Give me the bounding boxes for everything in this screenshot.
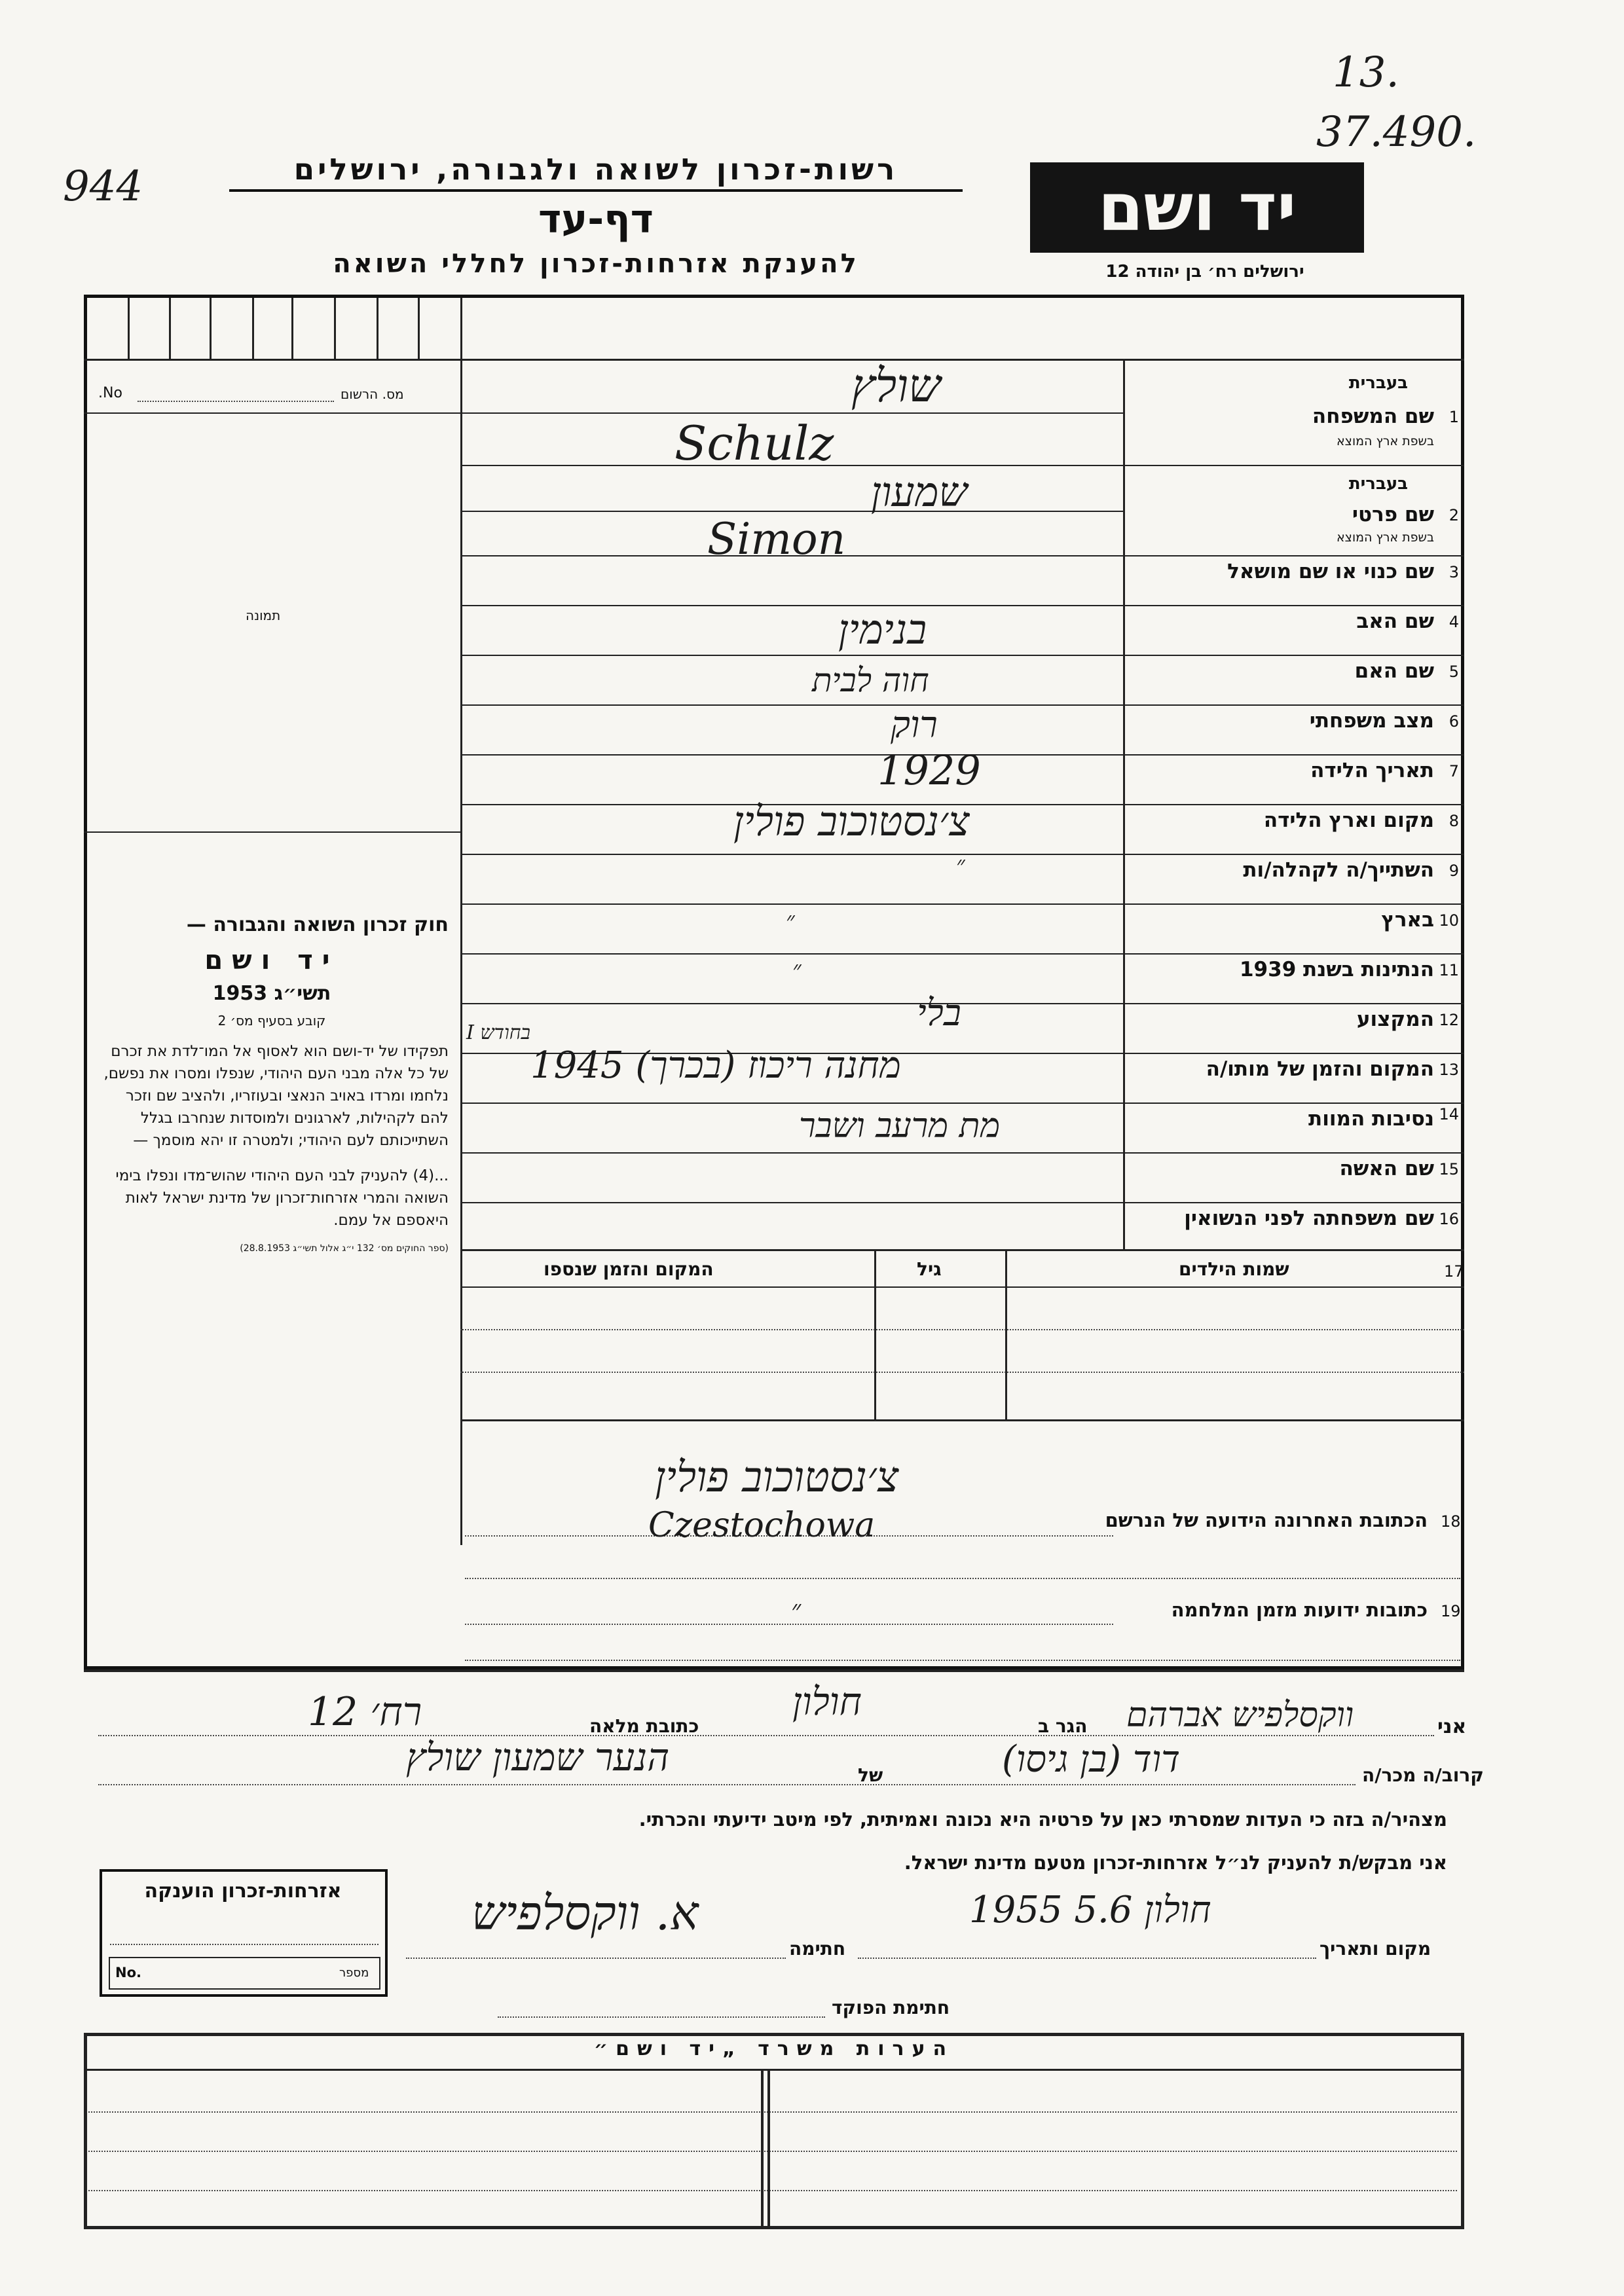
- field-6-label: מצב משפחתי: [1309, 709, 1434, 733]
- law-clause: קובע בסעיף מס׳ 2: [217, 1013, 326, 1029]
- field-12-label: המקצוע: [1356, 1008, 1434, 1031]
- field-8-label: מקום וארץ הלידה: [1263, 809, 1434, 832]
- decl-address-value: רח׳ 12: [308, 1689, 422, 1735]
- law-gazette: (ספר החוקים מס׳ 132 י״ג אלול תשי״ג 28.8.1953): [240, 1243, 449, 1254]
- field-10-num: 10: [1439, 911, 1459, 930]
- decl-resident-value: חולון: [792, 1679, 862, 1724]
- grant-number-label: מספר: [339, 1966, 369, 1980]
- children-col-age: גיל: [917, 1258, 942, 1280]
- field-2-label: שם פרטי: [1352, 503, 1434, 526]
- decl-address-label: כתובת מלאה: [589, 1715, 699, 1737]
- grant-box: [100, 1869, 388, 1997]
- decl-of-value: הנער שמעון שולץ: [406, 1735, 670, 1779]
- value-citizenship: ״: [792, 957, 802, 983]
- value-last-address-origin: Czestochowa: [648, 1506, 876, 1545]
- field-7-num: 7: [1449, 762, 1459, 780]
- decl-signature-label: חתימה: [789, 1938, 846, 1959]
- field-13-label: המקום והזמן של מותו/ה: [1206, 1057, 1434, 1081]
- value-death-circumstances: מת מרעב ושבר: [799, 1106, 1001, 1146]
- decl-place-date-value: חולון 5.6 1955: [969, 1889, 1211, 1931]
- file-number-top: 13.: [1333, 48, 1399, 97]
- file-number-right: 37.490.: [1316, 108, 1477, 156]
- law-year: תשי״ג 1953: [212, 982, 331, 1005]
- value-profession: בלי: [917, 992, 961, 1034]
- authority-title: רשות-זכרון לשואה ולגבורה, ירושלים: [229, 152, 963, 192]
- value-country: ״: [786, 907, 795, 934]
- law-name: יד ושם: [204, 945, 339, 975]
- registration-label: מס. הרשום: [341, 386, 404, 402]
- field-2-sub-hebrew: בעברית: [1348, 474, 1408, 494]
- field-3-label: שם כנוי או שם מושאל: [1227, 560, 1434, 583]
- field-13-num: 13: [1439, 1061, 1459, 1079]
- decl-place-date-label: מקום ותאריך: [1320, 1938, 1431, 1959]
- field-2-sub-origin: בשפת ארץ המוצא: [1336, 530, 1434, 545]
- photo-label: תמונה: [246, 608, 281, 623]
- value-mother-name: חוה לבית: [812, 661, 929, 699]
- grant-no-label: No.: [115, 1965, 141, 1980]
- office-remarks-title: הערות משרד „יד ושם״: [593, 2037, 955, 2060]
- children-col-place: המקום והזמן שנספו: [544, 1258, 714, 1280]
- field-9-num: 9: [1449, 862, 1459, 880]
- children-col-names: שמות הילדים: [1179, 1258, 1289, 1280]
- address-line: ירושלים רח׳ בן יהודה 12: [1105, 262, 1304, 282]
- field-4-label: שם האב: [1356, 610, 1434, 633]
- field-15-label: שם האשה: [1339, 1157, 1434, 1180]
- field-1-label: שם המשפחה: [1312, 405, 1434, 428]
- decl-ani-label: אני: [1437, 1715, 1467, 1738]
- field-8-num: 8: [1449, 812, 1459, 830]
- value-wartime-address: ״: [791, 1595, 802, 1625]
- law-paragraph-2: ...(4) להעניק לבני העם היהודי שהוש־מדו ונפלו בימי השואה והמרי אזרחות־זכרון של מדינת ישראל לאות היאספם אל עמם.: [115, 1167, 449, 1229]
- field-16-num: 16: [1439, 1210, 1459, 1228]
- children-num: 17: [1444, 1262, 1464, 1281]
- field-9-label: השתייך/ה לקהלה/ות: [1243, 858, 1434, 882]
- decl-official-signature-label: חתימת הפוקד: [832, 1997, 950, 2018]
- grant-number-field: [109, 1957, 380, 1990]
- value-surname-origin: Schulz: [674, 416, 834, 471]
- grant-box-title: אזרחות-זכרון הוענקה: [144, 1880, 342, 1903]
- value-community: ״: [956, 852, 965, 879]
- value-firstname-hebrew: שמעון: [871, 468, 968, 516]
- value-firstname-origin: Simon: [707, 514, 846, 564]
- field-3-num: 3: [1449, 563, 1459, 581]
- field-18-label: הכתובת האחרונה הידועה של הנרשם: [1105, 1509, 1428, 1531]
- decl-request: אני מבקש/ת להעניק לנ״ל אזרחות-זכרון מטעם מדינת ישראל.: [904, 1851, 1447, 1874]
- field-1-sub-hebrew: בעברית: [1348, 373, 1408, 393]
- law-title: חוק זכרון השואה והגבורה —: [186, 913, 449, 936]
- decl-of-label: של: [858, 1764, 883, 1786]
- field-10-label: בארץ: [1381, 908, 1434, 932]
- value-father-name: בנימין: [838, 606, 927, 653]
- decl-relative-value: דוד (בן גיסו): [1002, 1738, 1181, 1781]
- value-last-address-hebrew: צ׳נסטוכוב פולין: [655, 1453, 899, 1502]
- value-marital-status: רוק: [891, 704, 938, 746]
- field-16-label: שם משפחתה לפני הנשואין: [1184, 1207, 1434, 1230]
- value-surname-hebrew: שולץ: [851, 359, 941, 412]
- value-death-margin-note: בחודש I: [466, 1021, 531, 1044]
- field-7-label: תאריך הלידה: [1310, 759, 1434, 782]
- value-death-place-time: מחנה ריכוז (בכרך) 1945: [530, 1044, 901, 1087]
- field-14-label: נסיבות המוות: [1308, 1107, 1434, 1131]
- decl-signature-value: א. ווקסלפיש: [471, 1886, 699, 1941]
- field-11-num: 11: [1439, 961, 1459, 979]
- value-birth-date: 1929: [877, 746, 981, 794]
- yad-vashem-logo: יד ושם: [1030, 162, 1364, 253]
- decl-resident-label: הגר ב: [1038, 1715, 1088, 1737]
- form-title: דף-עד: [538, 196, 654, 242]
- decl-ani-value: ווקסלפיש אברהם: [1126, 1696, 1354, 1735]
- field-14-num: 14: [1439, 1105, 1459, 1123]
- field-15-num: 15: [1439, 1160, 1459, 1178]
- field-6-num: 6: [1449, 712, 1459, 731]
- field-5-label: שם האם: [1354, 659, 1434, 683]
- form-subtitle: להענקת אזרחות-זכרון לחללי השואה: [333, 249, 859, 279]
- field-12-num: 12: [1439, 1011, 1459, 1029]
- field-19-label: כתובות ידועות מזמן המלחמה: [1171, 1599, 1428, 1621]
- decl-statement: מצהיר/ה בזה כי העדות שמסרתי כאן על פרטיה היא נכונה ואמיתית, לפי מיטב ידיעתי והכרתי.: [638, 1808, 1447, 1831]
- field-19-num: 19: [1441, 1602, 1461, 1620]
- decl-relative-label: קרוב/ה מכר/ה: [1362, 1764, 1484, 1786]
- field-1-sub-origin: בשפת ארץ המוצא: [1336, 434, 1434, 448]
- field-2-num: 2: [1449, 506, 1459, 524]
- file-number-left: 944: [63, 162, 143, 211]
- field-1-num: 1: [1449, 408, 1459, 426]
- law-box: [95, 913, 449, 1254]
- law-paragraph-1: תפקידו של יד-ושם הוא לאסוף אל המו־לדת את זכרם של כל אלה מבני העם היהודי, שנפלו ומסרו את נפשם, נלחמו ומרדו באויב הנאצי ובעוזריו, ולהציב שם וזכר להם לקהילות, לארגונים ולמוסדות שנחרבו בגלל השתייכותם לעם היהודי; ולמטרה זו יהא מוסמך —: [103, 1043, 449, 1149]
- value-birth-place: צ׳נסטוכוב פולין: [733, 797, 970, 845]
- field-4-num: 4: [1449, 613, 1459, 631]
- field-18-num: 18: [1441, 1512, 1461, 1531]
- registration-no-label: No.: [98, 385, 122, 401]
- field-11-label: הנתינות בשנת 1939: [1239, 958, 1434, 981]
- field-5-num: 5: [1449, 663, 1459, 681]
